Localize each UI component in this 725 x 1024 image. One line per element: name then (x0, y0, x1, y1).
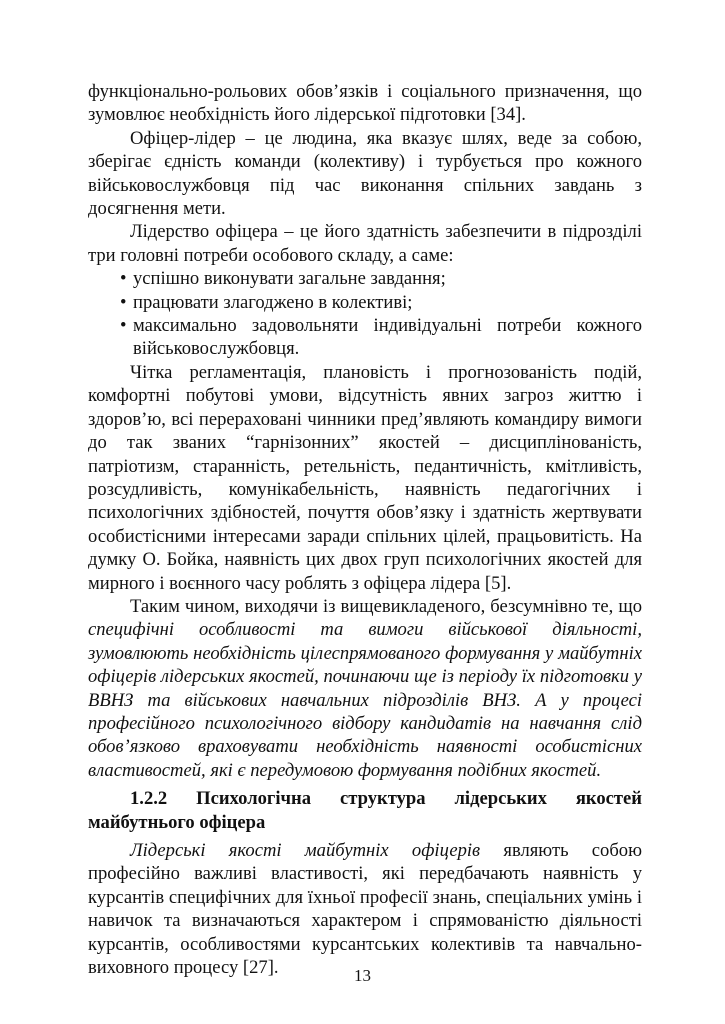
paragraph-garrison-qualities: Чітка регламентація, плановість і прогнозованість подій, комфортні побутові умови, відсутність явних загроз життю і здоров’ю, всі перераховані чинники пред’являють командиру вимоги до так званих “гарнізонних” якостей – дисциплінованість, патріотизм, старанність, ретельність, педантичність, кмітливість, розсудливість, комунікабельність, наявність педагогічних і психологічних здібностей, почуття обов’язку і здатність жертвувати особистісними інтересами заради спільних цілей, працьовитість. На думку О. Бойка, наявність цих двох груп психологічних якостей для мирного і воєнного часу роблять з офіцера лідера [5]. (88, 361, 642, 594)
bullet-item (88, 314, 642, 361)
page-body (88, 80, 642, 979)
paragraph-conclusion (88, 595, 642, 782)
bullet-text: успішно виконувати загальне завдання; (133, 268, 446, 290)
paragraph-leadership-definition: Лідерство офіцера – це його здатність забезпечити в підрозділі три головні потреби особового складу, а саме: (88, 221, 642, 266)
leadership-qualities-text: являють собою професійно важливі властивості, які передбачають наявність у курсантів специфічних для їхньої професії знань, спеціальних умінь і навичок та визначаються характером і спрямованістю діяльності курсантів, особливостями курсантських колективів та навчально-виховного процесу [27]. (88, 840, 642, 979)
bullet-text: максимально задовольняти індивідуальні потреби кожного військовослужбовця. (133, 315, 642, 360)
paragraph-leadership-qualities (88, 839, 642, 979)
bullet-marker: • (120, 315, 127, 337)
conclusion-lead-text: Таким чином, виходячи із вищевикладеного, безсумнівно те, що (130, 595, 642, 617)
bullet-marker: • (120, 268, 127, 290)
paragraph-continuation: функціонально-рольових обов’язків і соціального призначення, що зумовлює необхідність його лідерської підготовки [34]. (88, 81, 642, 126)
bullet-text: працювати злагоджено в колективі; (133, 291, 413, 313)
paragraph-officer-leader: Офіцер-лідер – це людина, яка вказує шлях, веде за собою, зберігає єдність команди (колективу) і турбується про кожного військовослужбовця під час виконання спільних завдань з досягнення мети. (88, 127, 642, 220)
bullet-item (88, 291, 642, 314)
leadership-qualities-term: Лідерські якості майбутніх офіцерів (130, 840, 481, 861)
page-number: 13 (354, 966, 371, 985)
section-heading: 1.2.2 Психологічна структура лідерських якостей майбутнього офіцера (88, 788, 642, 833)
conclusion-italic-text: специфічні особливості та вимоги військової діяльності, зумовлюють необхідність цілеспрямованого формування у майбутніх офіцерів лідерських якостей, починаючи ще із періоду їх підготовки у ВВНЗ та військових навчальних підрозділів ВНЗ. А у процесі професійного психологічного відбору кандидатів на навчання слід обов’язково враховувати необхідність наявності особистісних властивостей, які є передумовою формування подібних якостей. (88, 619, 642, 781)
bullet-item (88, 267, 642, 290)
bullet-marker: • (120, 291, 127, 313)
